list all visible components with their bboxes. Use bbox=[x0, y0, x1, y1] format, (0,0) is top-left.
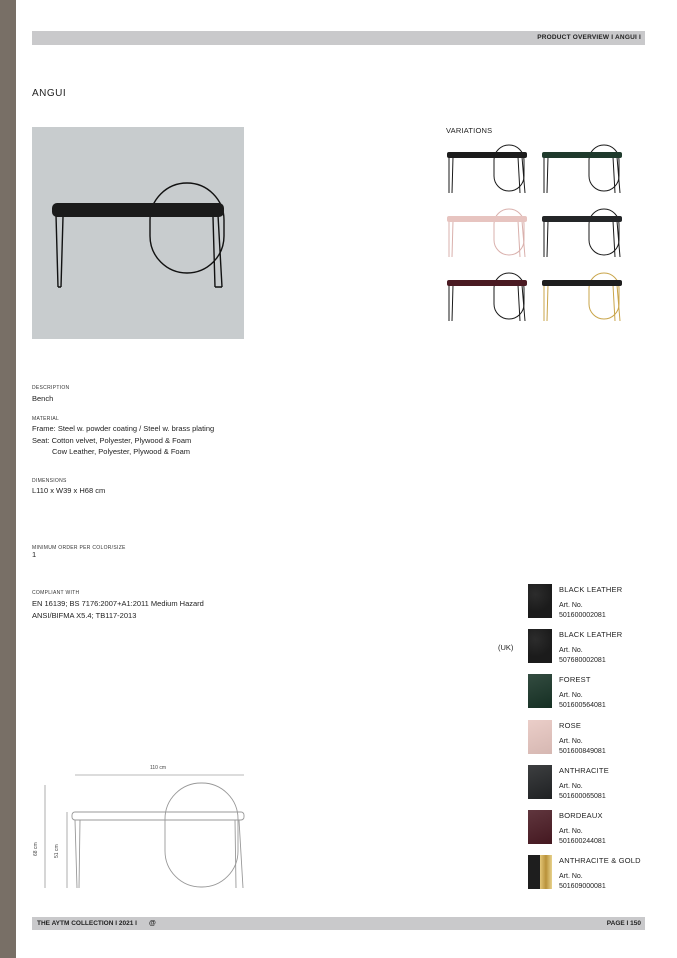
description-value: Bench bbox=[32, 394, 54, 403]
swatch-black-leather bbox=[528, 584, 552, 618]
moq-value: 1 bbox=[32, 550, 37, 559]
swatch-name: FOREST bbox=[559, 675, 591, 684]
hero-product-image bbox=[32, 127, 244, 339]
variation-anthracite bbox=[541, 207, 625, 263]
swatch-art-number bbox=[559, 601, 606, 620]
swatch-anthracite-gold bbox=[528, 855, 552, 889]
dimensions-label: DIMENSIONS bbox=[32, 478, 67, 484]
swatch-art-label: Art. No. bbox=[559, 783, 583, 790]
swatch-name: ANTHRACITE bbox=[559, 766, 609, 775]
variation-bench-icon bbox=[541, 143, 625, 199]
dimension-drawing bbox=[28, 760, 258, 900]
variation-bordeaux bbox=[446, 271, 530, 327]
material-label: MATERIAL bbox=[32, 416, 60, 422]
variation-bench-icon bbox=[446, 207, 530, 263]
variation-forest bbox=[541, 143, 625, 199]
swatch-forest bbox=[528, 674, 552, 708]
swatch-art-value: 501609000081 bbox=[559, 882, 606, 890]
footer-page: PAGE I 150 bbox=[606, 920, 641, 927]
swatch-art-number bbox=[559, 737, 606, 756]
dim-seat-height-label: 51 cm bbox=[54, 844, 60, 858]
swatch-name: BLACK LEATHER bbox=[559, 585, 623, 594]
header-bar bbox=[32, 31, 645, 45]
swatch-art-label: Art. No. bbox=[559, 738, 583, 745]
swatch-rose bbox=[528, 720, 552, 754]
footer-collection: THE AYTM COLLECTION I 2021 I bbox=[37, 920, 137, 927]
swatch-bordeaux bbox=[528, 810, 552, 844]
dim-width-label: 110 cm bbox=[149, 765, 167, 771]
swatch-art-label: Art. No. bbox=[559, 602, 583, 609]
description-label: DESCRIPTION bbox=[32, 385, 70, 391]
material-value bbox=[32, 423, 214, 458]
material-line-frame: Frame: Steel w. powder coating / Steel w. brass plating bbox=[32, 424, 215, 433]
swatch-name: ANTHRACITE & GOLD bbox=[559, 856, 641, 865]
header-label: PRODUCT OVERVIEW I ANGUI I bbox=[537, 34, 641, 41]
swatch-name: ROSE bbox=[559, 721, 582, 730]
swatch-art-value: 507680002081 bbox=[559, 656, 606, 664]
variation-bench-icon bbox=[446, 271, 530, 327]
page-title: ANGUI bbox=[32, 88, 67, 99]
swatch-art-value: 501600065081 bbox=[559, 792, 606, 800]
bench-illustration bbox=[32, 127, 244, 339]
swatch-art-label: Art. No. bbox=[559, 828, 583, 835]
swatch-art-number bbox=[559, 827, 606, 846]
swatch-art-number bbox=[559, 782, 606, 801]
swatch-art-value: 501600244081 bbox=[559, 837, 606, 845]
swatch-art-label: Art. No. bbox=[559, 873, 583, 880]
variation-bench-icon bbox=[541, 207, 625, 263]
page-spine bbox=[0, 0, 16, 958]
material-line-seat: Seat: Cotton velvet, Polyester, Plywood & Foam bbox=[32, 435, 192, 445]
variation-rose bbox=[446, 207, 530, 263]
swatch-art-value: 501600564081 bbox=[559, 701, 606, 709]
variations-label: VARIATIONS bbox=[446, 126, 493, 135]
swatch-art-number bbox=[559, 646, 606, 665]
swatch-art-number bbox=[559, 691, 606, 710]
moq-label: MINIMUM ORDER PER COLOR/SIZE bbox=[32, 545, 126, 551]
swatch-art-label: Art. No. bbox=[559, 647, 583, 654]
dim-height-label: 68 cm bbox=[33, 842, 39, 856]
swatch-art-number bbox=[559, 872, 606, 891]
swatch-name: BLACK LEATHER bbox=[559, 630, 623, 639]
dimensions-value: L110 x W39 x H68 cm bbox=[32, 486, 106, 495]
compliant-label: COMPLIANT WITH bbox=[32, 590, 80, 596]
variation-bench-icon bbox=[541, 271, 625, 327]
uk-label: (UK) bbox=[498, 643, 514, 652]
compliant-line-en: EN 16139; BS 7176:2007+A1:2011 Medium Hazard bbox=[32, 599, 204, 608]
compliant-line-ansi: ANSI/BIFMA X5.4; TB117-2013 bbox=[32, 610, 137, 620]
compliant-value bbox=[32, 598, 204, 621]
footer-at-icon: @ bbox=[149, 920, 156, 927]
variation-anthracite-gold bbox=[541, 271, 625, 327]
variation-black-leather bbox=[446, 143, 530, 199]
variation-bench-icon bbox=[446, 143, 530, 199]
swatch-black-leather bbox=[528, 629, 552, 663]
material-line-leather: Cow Leather, Polyester, Plywood & Foam bbox=[52, 447, 190, 456]
swatch-anthracite bbox=[528, 765, 552, 799]
footer-bar bbox=[32, 917, 645, 930]
swatch-name: BORDEAUX bbox=[559, 811, 603, 820]
swatch-art-label: Art. No. bbox=[559, 692, 583, 699]
swatch-art-value: 501600849081 bbox=[559, 747, 606, 755]
swatch-art-value: 501600002081 bbox=[559, 611, 606, 619]
